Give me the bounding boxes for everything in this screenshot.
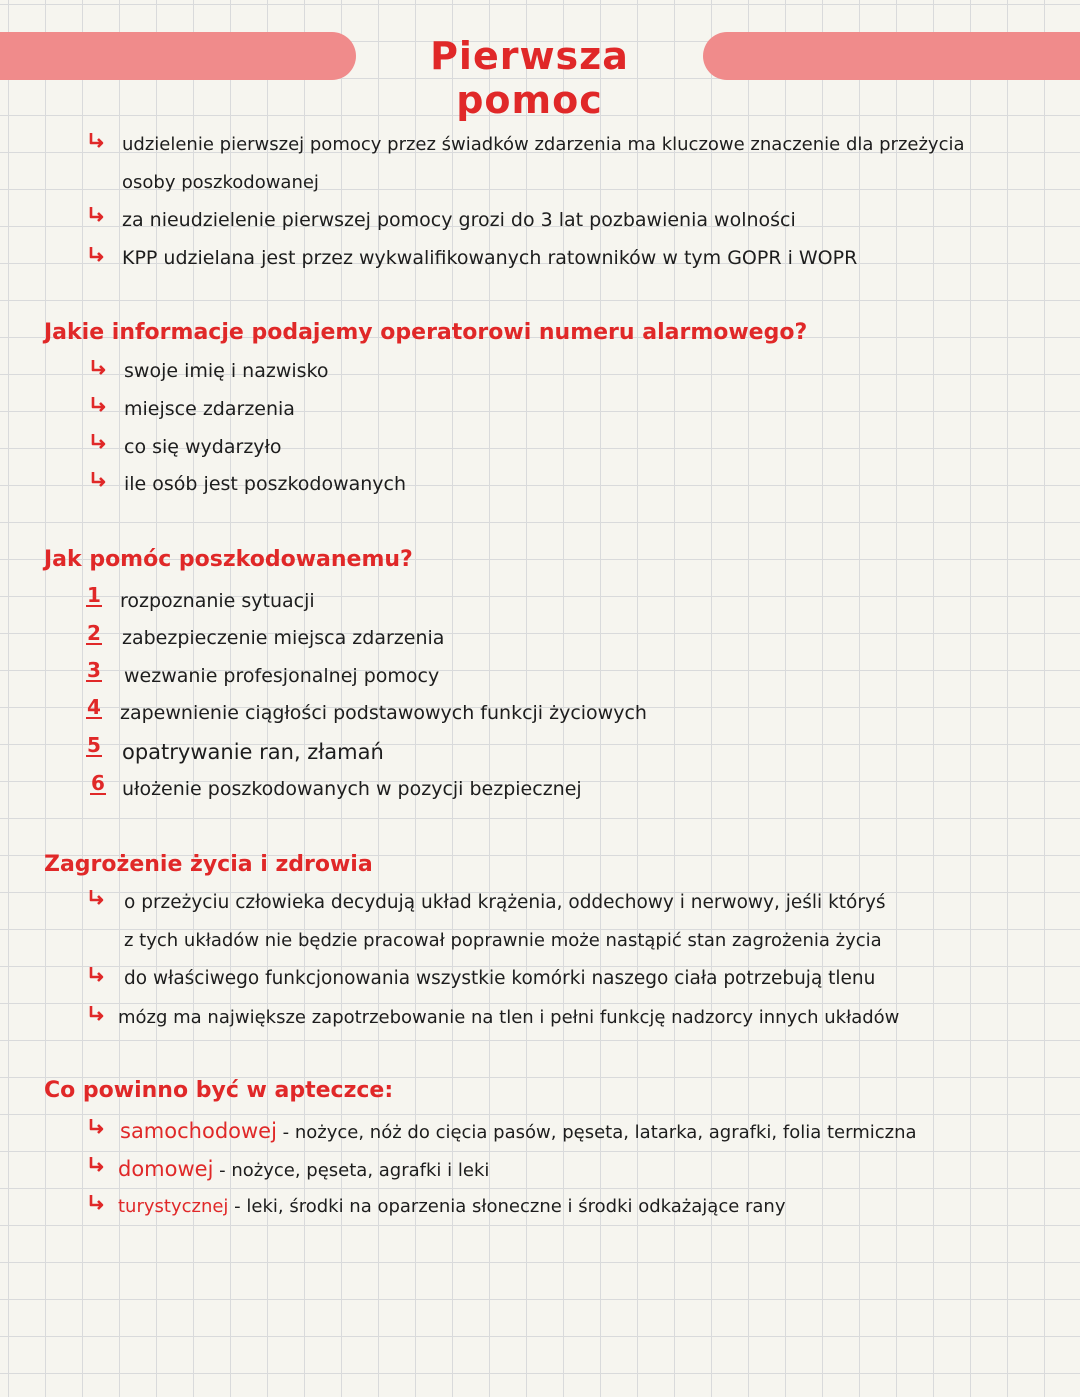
- arrow-icon: [90, 432, 106, 448]
- arrow-icon: [88, 1117, 104, 1133]
- kit-heading: Co powinno być w apteczce:: [44, 1078, 394, 1103]
- kit-label-home: domowej: [118, 1157, 214, 1181]
- title-band-right: [703, 32, 1080, 80]
- info-item-4: ile osób jest poszkodowanych: [124, 473, 407, 495]
- intro-item-2: za nieudzielenie pierwszej pomocy grozi do 3 lat pozbawienia wolności: [122, 209, 796, 231]
- arrow-icon: [88, 245, 104, 261]
- kit-item-tourist: [118, 1196, 786, 1217]
- help-step-2: zabezpieczenie miejsca zdarzenia: [122, 627, 445, 649]
- intro-item-1-cont: osoby poszkodowanej: [122, 172, 319, 193]
- intro-item-1: udzielenie pierwszej pomocy przez świadków zdarzenia ma kluczowe znaczenie dla przeżycia: [122, 134, 965, 155]
- arrow-icon: [88, 131, 104, 147]
- threat-item-2: do właściwego funkcjonowania wszystkie komórki naszego ciała potrzebują tlenu: [124, 968, 876, 989]
- kit-text-tourist: - leki, środki na oparzenia słoneczne i środki odkażające rany: [228, 1196, 786, 1217]
- threat-item-1: o przeżyciu człowieka decydują układ krążenia, oddechowy i nerwowy, jeśli któryś: [124, 892, 886, 913]
- help-step-1: rozpoznanie sytuacji: [120, 590, 315, 612]
- kit-text-home: - nożyce, pęseta, agrafki i leki: [213, 1160, 490, 1181]
- help-step-6: ułożenie poszkodowanych w pozycji bezpiecznej: [122, 778, 582, 800]
- threat-item-1-cont: z tych układów nie będzie pracował poprawnie może nastąpić stan zagrożenia życia: [124, 930, 882, 951]
- threat-heading: Zagrożenie życia i zdrowia: [44, 852, 373, 877]
- kit-label-tourist: turystycznej: [118, 1196, 229, 1217]
- info-item-3: co się wydarzyło: [124, 436, 282, 458]
- title-band-left: [0, 32, 356, 80]
- step-number: 1: [87, 583, 101, 607]
- step-number: 5: [87, 733, 101, 757]
- step-number: 4: [87, 695, 101, 719]
- help-step-5: opatrywanie ran, złamań: [122, 740, 384, 764]
- kit-item-car: [120, 1119, 917, 1143]
- page-title: Pierwsza pomoc: [430, 34, 629, 122]
- arrow-icon: [88, 965, 104, 981]
- arrow-icon: [90, 358, 106, 374]
- arrow-icon: [88, 1155, 104, 1171]
- kit-text-car: - nożyce, nóż do cięcia pasów, pęseta, latarka, agrafki, folia termiczna: [276, 1122, 917, 1143]
- arrow-icon: [88, 1193, 104, 1209]
- arrow-icon: [90, 470, 106, 486]
- help-step-4: zapewnienie ciągłości podstawowych funkcji życiowych: [120, 702, 647, 724]
- help-heading: Jak pomóc poszkodowanemu?: [44, 547, 413, 572]
- arrow-icon: [88, 205, 104, 221]
- step-number: 2: [87, 621, 101, 645]
- kit-label-car: samochodowej: [120, 1119, 277, 1143]
- threat-item-3: mózg ma największe zapotrzebowanie na tlen i pełni funkcję nadzorcy innych układów: [118, 1007, 900, 1028]
- kit-item-home: [118, 1157, 489, 1181]
- arrow-icon: [90, 395, 106, 411]
- info-item-2: miejsce zdarzenia: [124, 398, 295, 420]
- intro-item-3: KPP udzielana jest przez wykwalifikowanych ratowników w tym GOPR i WOPR: [122, 247, 858, 269]
- arrow-icon: [88, 888, 104, 904]
- info-heading: Jakie informacje podajemy operatorowi numeru alarmowego?: [44, 320, 808, 345]
- step-number: 6: [91, 771, 105, 795]
- step-number: 3: [87, 658, 101, 682]
- help-step-3: wezwanie profesjonalnej pomocy: [124, 665, 440, 687]
- info-item-1: swoje imię i nazwisko: [124, 360, 329, 382]
- arrow-icon: [88, 1004, 104, 1020]
